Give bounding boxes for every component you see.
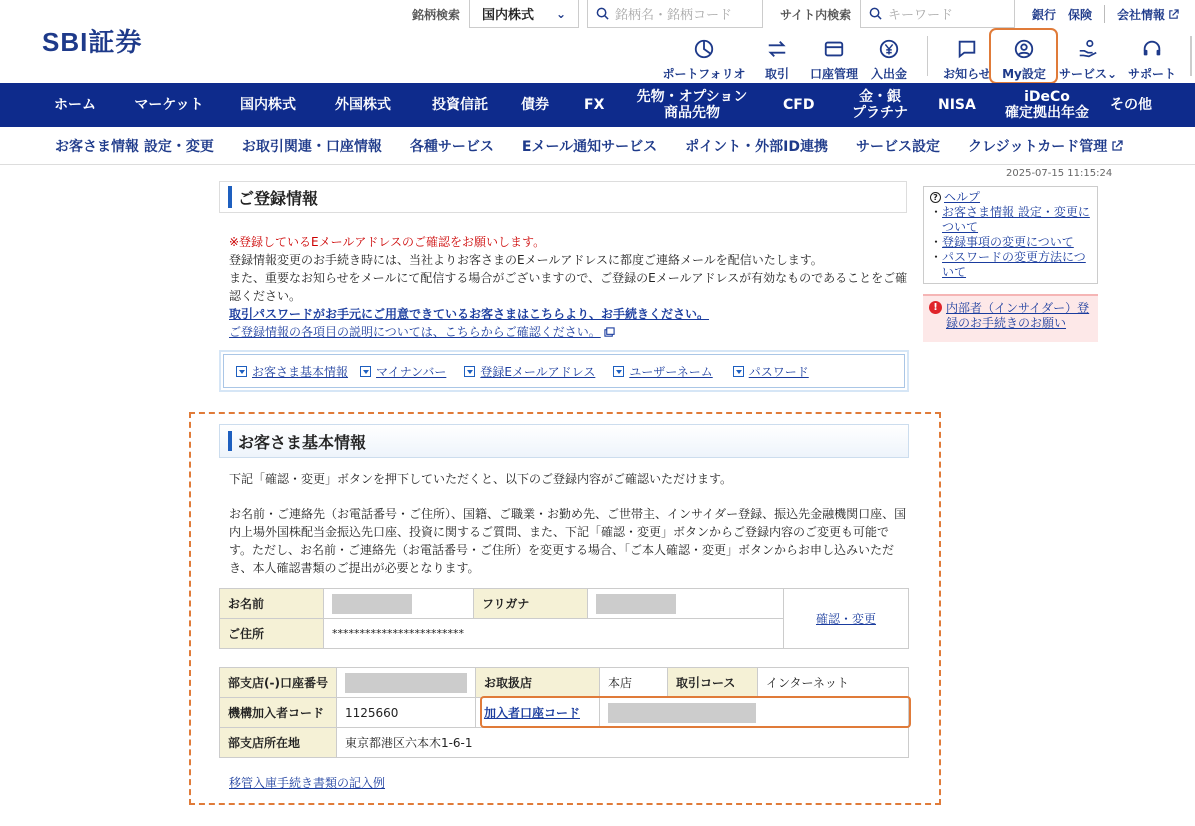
account-label: 口座管理 [809, 67, 858, 81]
window-icon [604, 327, 615, 338]
market-select-value: 国内株式 [482, 8, 535, 23]
masked-value [345, 673, 467, 693]
nav-futures[interactable]: 先物・オプション 商品先物 [636, 89, 748, 121]
arrow-down-icon [464, 366, 475, 377]
nav-other[interactable]: その他 [1110, 97, 1152, 113]
email-notice-red: ※登録しているEメールアドレスのご確認をお願いします。 [229, 235, 546, 249]
subnav-email-notice[interactable]: Eメール通知サービス [521, 138, 658, 155]
service-button[interactable] [1058, 38, 1118, 82]
address-label: ご住所 [220, 619, 324, 649]
arrow-down-icon [613, 366, 624, 377]
account-icon [823, 38, 845, 60]
trade-label: 取引 [764, 67, 789, 81]
anchor-username[interactable] [613, 363, 712, 380]
nav-market[interactable]: マーケット [134, 97, 204, 113]
nav-investment-trust[interactable]: 投資信託 [432, 97, 488, 113]
top-links [1032, 5, 1179, 23]
service-label: サービス [1058, 67, 1107, 81]
insider-link[interactable]: 内部者（インサイダー）登録のお手続きのお願い [946, 301, 1090, 330]
help-box: ? ヘルプ ・ お客さま情報 設定・変更について ・ 登録事項の変更について ・ パスワードの変更方法について [923, 186, 1098, 284]
branch-address-label: 部支店所在地 [220, 728, 337, 758]
subnav-trade-account[interactable]: お取引関連・口座情報 [241, 138, 382, 155]
arrow-down-icon [733, 366, 744, 377]
basic-info-title: お客さま基本情報 [238, 432, 367, 452]
handling-branch-label: お取扱店 [475, 668, 599, 698]
handling-branch-value: 本店 [599, 668, 667, 698]
my-settings-button[interactable] [996, 38, 1052, 82]
my-settings-label: My設定 [1002, 67, 1046, 81]
trade-button[interactable] [760, 38, 794, 82]
deposit-button[interactable] [870, 38, 908, 82]
user-settings-icon [1013, 38, 1035, 60]
nav-precious-metals[interactable]: 金・銀 プラチナ [852, 89, 908, 121]
insurance-link[interactable]: 保険 [1068, 7, 1093, 22]
site-search-label: サイト内検索 [780, 8, 852, 22]
nav-home[interactable]: ホーム [54, 97, 96, 113]
masked-value [332, 594, 412, 614]
external-link-icon [1111, 140, 1123, 152]
anchor-label: お客さま基本情報 [252, 364, 349, 379]
branch-address-value: 東京都港区六本木1-6-1 [336, 728, 908, 758]
registration-notice [229, 233, 909, 341]
headset-icon [1141, 38, 1163, 60]
stock-search-label: 銘柄検索 [412, 8, 461, 22]
confirm-change-link[interactable]: 確認・変更 [815, 612, 876, 626]
course-label: 取引コース [667, 668, 757, 698]
nav-cfd[interactable]: CFD [783, 97, 815, 113]
registration-title: ご登録情報 [238, 188, 319, 208]
divider [927, 36, 928, 76]
bank-link[interactable]: 銀行 [1032, 7, 1057, 22]
anchor-my-number[interactable] [360, 363, 446, 380]
confirm-cell [784, 589, 909, 649]
divider [1190, 36, 1192, 76]
furigana-value [588, 589, 784, 619]
subnav-customer-info[interactable]: お客さま情報 設定・変更 [55, 138, 214, 155]
name-table [219, 588, 909, 649]
service-label-wrap [1059, 65, 1117, 82]
deposit-label: 入出金 [870, 67, 907, 81]
divider [1104, 5, 1105, 23]
explain-link[interactable]: ご登録情報の各項目の説明については、こちらからご確認ください。 [229, 325, 601, 339]
message-icon [956, 38, 978, 60]
insider-notice [923, 294, 1098, 342]
help-link-password-change[interactable]: パスワードの変更方法について [942, 250, 1086, 279]
branch-account-label: 部支店(-)口座番号 [220, 668, 337, 698]
company-info-link[interactable]: 会社情報 [1117, 7, 1166, 22]
nav-foreign-stock[interactable]: 外国株式 [335, 97, 391, 113]
sbi-logo[interactable]: SBI証券 [42, 27, 143, 57]
service-icon [1077, 38, 1099, 60]
account-code-highlight [480, 696, 911, 728]
sub-nav [0, 127, 1195, 165]
alert-icon: ! [929, 301, 942, 314]
chevron-down-icon: ⌄ [555, 6, 566, 21]
subnav-credit-card[interactable]: クレジットカード管理 [968, 138, 1108, 155]
course-value: インターネット [757, 668, 908, 698]
nav-bonds[interactable]: 債券 [521, 97, 549, 113]
arrow-down-icon [236, 366, 247, 377]
global-nav [0, 83, 1195, 127]
search-icon [596, 7, 609, 20]
help-link-customer-info[interactable]: お客さま情報 設定・変更について [942, 205, 1090, 234]
chevron-down-icon: ⌄ [1106, 67, 1118, 81]
yen-icon [878, 38, 900, 60]
password-link[interactable]: 取引パスワードがお手元にご用意できているお客さまはこちらより、お手続きください。 [229, 307, 710, 321]
site-search-placeholder: キーワード [888, 8, 954, 23]
portfolio-button[interactable] [662, 38, 746, 82]
name-label: お名前 [220, 589, 324, 619]
basic-info-header [219, 424, 909, 458]
heading-bar [228, 186, 232, 208]
stock-search-input[interactable] [587, 0, 763, 28]
support-button[interactable] [1126, 38, 1178, 82]
anchor-label: ユーザーネーム [629, 364, 713, 379]
help-icon: ? [930, 192, 941, 203]
notice-line-1: 登録情報変更のお手続き時には、当社よりお客さまのEメールアドレスに都度ご連絡メールを配信いたします。 [229, 253, 823, 267]
portfolio-icon [693, 38, 715, 60]
stock-search-placeholder: 銘柄名・銘柄コード [615, 8, 733, 23]
basic-info-desc-2: お名前・ご連絡先（お電話番号・ご住所）、国籍、ご職業・お勤め先、ご世帯主、インサイダー登録、振込先金融機関口座、国内上場外国株配当金振込先口座、投資に関するご質問、また、下記「確認・変更」ボタンからご登録内容のご変更も可能です。ただし、お名前・ご連絡先（お電話番号・ご住所）を変更する場合、「ご本人確認・変更」ボタンからお申し込みいただき、本人確認書類のご提出が必要となります。 [229, 507, 907, 575]
anchor-basic-info[interactable] [236, 363, 348, 380]
anchor-email[interactable] [464, 363, 595, 380]
transfer-example-link[interactable]: 移管入庫手続き書類の記入例 [229, 776, 386, 790]
timestamp: 2025-07-15 11:15:24 [1006, 168, 1113, 179]
help-link-registration-change[interactable]: 登録事項の変更について [942, 235, 1074, 249]
anchor-password[interactable] [733, 363, 809, 380]
arrow-down-icon [360, 366, 371, 377]
market-select[interactable] [469, 0, 579, 28]
nav-nisa[interactable]: NISA [938, 97, 976, 113]
anchor-label: マイナンバー [376, 364, 447, 379]
notice-button[interactable] [942, 38, 992, 82]
address-value: ************************ [324, 619, 784, 649]
branch-account-value [336, 668, 475, 698]
anchor-box [219, 350, 909, 392]
account-button[interactable] [808, 38, 860, 82]
nav-ideco[interactable]: iDeCo 確定拠出年金 [1005, 89, 1089, 121]
heading-bar [228, 431, 232, 451]
member-code-value: 1125660 [336, 698, 475, 728]
nav-domestic-stock[interactable]: 国内株式 [240, 97, 296, 113]
subnav-services[interactable]: 各種サービス [409, 138, 494, 155]
trade-icon [766, 38, 788, 60]
masked-value [596, 594, 676, 614]
basic-info-desc-1: 下記「確認・変更」ボタンを押下していただくと、以下のご登録内容がご確認いただけます。 [229, 472, 733, 486]
member-code-label: 機構加入者コード [220, 698, 337, 728]
search-icon [869, 7, 882, 20]
account-code-link[interactable]: 加入者口座コード [483, 706, 580, 720]
anchor-label: 登録Eメールアドレス [480, 364, 596, 379]
registration-header [219, 181, 907, 213]
notice-line-2: また、重要なお知らせをメールにて配信する場合がございますので、ご登録のEメールアドレスが有効なものであることをご確認ください。 [229, 271, 908, 303]
support-label: サポート [1127, 67, 1176, 81]
furigana-label: フリガナ [474, 589, 588, 619]
portfolio-label: ポートフォリオ [662, 67, 746, 81]
notice-label: お知らせ [943, 67, 991, 81]
subnav-points[interactable]: ポイント・外部ID連携 [685, 138, 829, 155]
subnav-service-settings[interactable]: サービス設定 [856, 138, 941, 155]
name-value [324, 589, 474, 619]
external-link-icon [1168, 9, 1179, 20]
site-search-input[interactable] [860, 0, 1015, 28]
anchor-label: パスワード [748, 364, 809, 379]
nav-fx[interactable]: FX [584, 97, 605, 113]
help-link[interactable]: ヘルプ [944, 190, 981, 204]
